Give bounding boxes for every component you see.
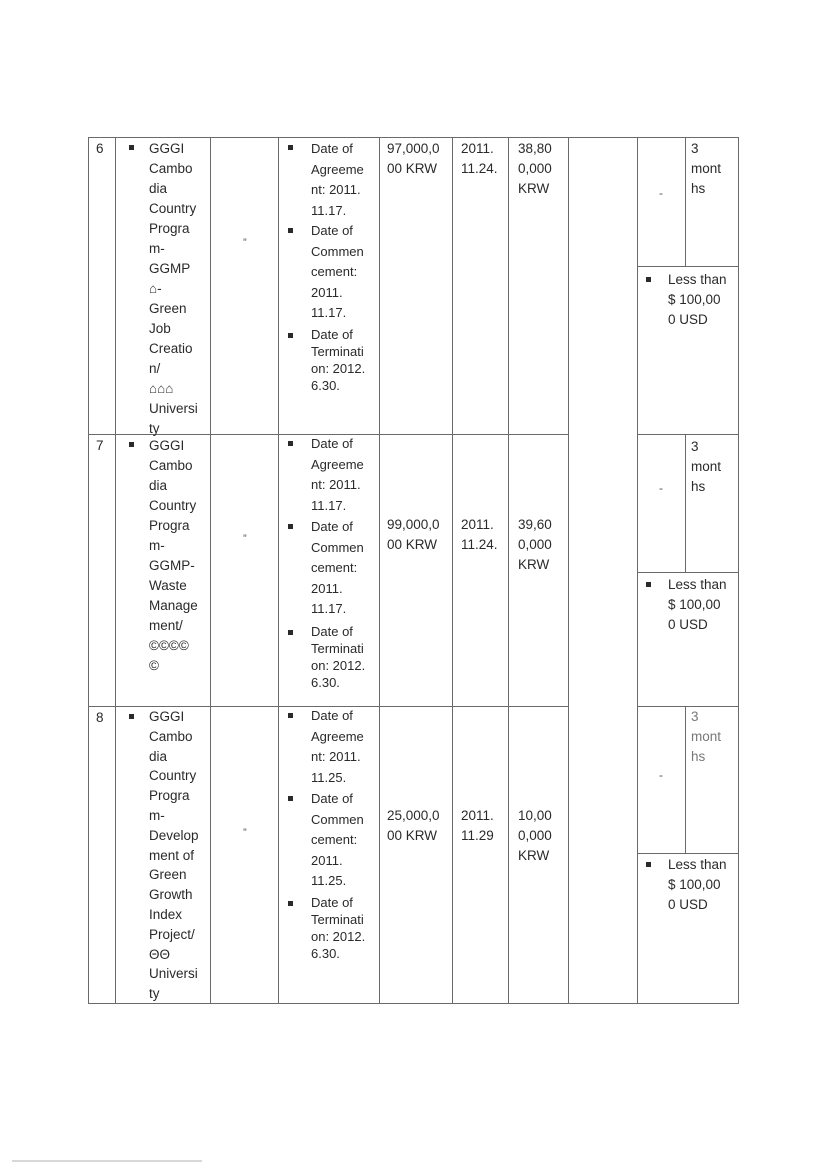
payment-date: 2011. 11.29 [461,808,494,843]
bullet-icon [646,862,651,867]
col-divider-6 [508,137,509,1004]
col-divider-7 [568,137,569,1004]
row-number: 7 [96,438,104,453]
col-divider-3 [278,137,279,1004]
bullet-icon [129,714,134,719]
bullet-icon [646,582,651,587]
date-of-commencement: Date of Commen cement: 2011. 11.25. [311,791,364,888]
date-of-termination: Date of Terminati on: 2012. 6.30. [311,327,366,393]
dash-mark: - [659,481,663,495]
col-divider-8 [637,137,638,1004]
col-divider-5 [452,137,453,1004]
subcell-divider-row8 [637,853,739,854]
date-of-agreement: Date of Agreeme nt: 2011. 11.17. [311,436,364,513]
date-of-termination: Date of Terminati on: 2012. 6.30. [311,624,366,690]
table-top-border [88,137,739,138]
ditto-mark: ” [243,827,247,839]
bullet-icon [129,442,134,447]
period: 3 mont hs [691,709,722,764]
subcell-vdivider-row8 [685,706,686,853]
dash-mark: - [659,768,663,782]
contract-amount: 99,000,0 00 KRW [387,517,440,552]
page-edge-mark [12,1160,202,1162]
col-divider-1 [115,137,116,1004]
row-number: 6 [96,141,104,156]
amount-limit: Less than $ 100,00 0 USD [668,577,727,632]
payment-date: 2011. 11.24. [461,517,498,552]
bullet-icon [646,277,651,282]
payment-date: 2011. 11.24. [461,141,498,176]
bullet-icon [288,524,293,529]
bullet-icon [288,333,293,338]
project-name: GGGI Cambo dia Country Progra m- GGMP- Waste Manage ment/ ©©©© © [149,438,198,673]
date-of-commencement: Date of Commen cement: 2011. 11.17. [311,519,364,616]
bullet-icon [288,713,293,718]
bullet-icon [288,228,293,233]
subcell-vdivider-row6 [685,137,686,266]
ditto-mark: ” [243,237,247,249]
dash-mark: - [659,186,663,200]
bullet-icon [288,441,293,446]
table-right-border [738,137,739,1004]
bullet-icon [129,145,134,150]
subcell-vdivider-row7 [685,434,686,572]
project-name: GGGI Cambo dia Country Progra m- Develop ment of Green Growth Index Project/ ΘΘ Universi ty [149,709,199,1002]
subcell-divider-row7 [637,572,739,573]
date-of-commencement: Date of Commen cement: 2011. 11.17. [311,223,364,320]
bullet-icon [288,901,293,906]
row-divider-6-7-right [637,434,739,435]
bullet-icon [288,796,293,801]
date-of-agreement: Date of Agreeme nt: 2011. 11.17. [311,141,364,218]
date-of-termination: Date of Terminati on: 2012. 6.30. [311,895,366,961]
bullet-icon [288,630,293,635]
amount-limit: Less than $ 100,00 0 USD [668,272,727,327]
bullet-icon [288,145,293,150]
paid-amount: 39,60 0,000 KRW [518,517,552,572]
project-name: GGGI Cambo dia Country Progra m- GGMP ⌂- Green Job Creatio n/ ⌂⌂⌂ Universi ty [149,141,198,436]
period: 3 mont hs [691,439,722,494]
contract-amount: 25,000,0 00 KRW [387,808,440,843]
subcell-divider-row6 [637,266,739,267]
period: 3 mont hs [691,141,722,196]
contract-amount: 97,000,0 00 KRW [387,141,440,176]
paid-amount: 10,00 0,000 KRW [518,808,552,863]
paid-amount: 38,80 0,000 KRW [518,141,552,196]
col-divider-4 [379,137,380,1004]
ditto-mark: ” [243,533,247,545]
table-left-border [88,137,89,1004]
row-number: 8 [96,710,104,725]
amount-limit: Less than $ 100,00 0 USD [668,857,727,912]
date-of-agreement: Date of Agreeme nt: 2011. 11.25. [311,708,364,785]
